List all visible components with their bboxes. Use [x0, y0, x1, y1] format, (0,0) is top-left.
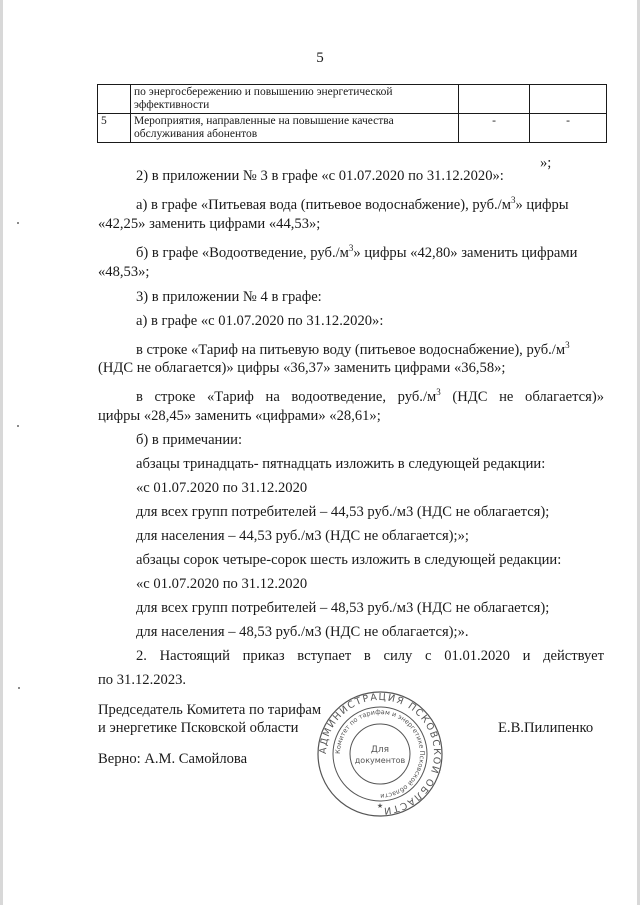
paragraph-line: «с 01.07.2020 по 31.12.2020 — [136, 480, 308, 496]
paragraph-line: б) в графе «Водоотведение, $руб./м^3$» цифры «42,80» заменить цифрами — [136, 243, 578, 261]
paragraph-line: абзацы сорок четыре-сорок шесть изложить в следующей редакции: — [136, 552, 562, 568]
paragraph-line: «42,25» заменить цифрами «44,53»; — [98, 216, 321, 232]
row-text-line: обслуживания абонентов — [134, 128, 258, 140]
row-value — [459, 85, 530, 114]
stamp-center-line: Для — [370, 745, 390, 755]
row-text-line: Мероприятия, направленные на повышение качества — [134, 115, 394, 127]
paragraph-line: цифры «28,45» заменить «цифрами» «28,61»; — [98, 408, 381, 424]
signatory-title: Председатель Комитета по тарифам — [98, 702, 322, 718]
row-text — [131, 85, 459, 114]
verified-by: Верно: А.М. Самойлова — [98, 751, 248, 767]
paragraph-line: в строке «Тариф на водоотведение, $руб./м^3$ (НДС не облагается)» — [136, 387, 604, 405]
stamp-inner-text: Комитет по тарифам и энергетике Псковской области — [333, 707, 427, 801]
scan-left-edge — [0, 0, 3, 905]
scan-speck — [17, 425, 19, 427]
row-number — [98, 85, 131, 114]
row-text-line: по энергосбережению и повышению энергетической — [134, 86, 393, 98]
paragraph-line: 2) в приложении № 3 в графе «с 01.07.2020 по 31.12.2020»: — [136, 168, 504, 184]
paragraph-line: 2. Настоящий приказ вступает в силу с 01.01.2020 и действует — [136, 648, 604, 664]
row-text — [131, 114, 459, 143]
paragraph-line: б) в примечании: — [136, 432, 243, 448]
row-value: - — [530, 114, 607, 143]
paragraph-line: по 31.12.2023. — [98, 672, 187, 688]
table-row — [98, 85, 607, 114]
signatory-title: и энергетике Псковской области — [98, 720, 299, 736]
paragraph-line: для населения – 44,53 руб./м3 (НДС не облагается);»; — [136, 528, 469, 544]
closing-quote: »; — [540, 155, 552, 171]
scan-speck — [17, 222, 19, 224]
paragraph-line: абзацы тринадцать- пятнадцать изложить в следующей редакции: — [136, 456, 546, 472]
page-number: 5 — [316, 50, 324, 66]
paragraph-line: а) в графе «с 01.07.2020 по 31.12.2020»: — [136, 313, 384, 329]
paragraph-line: 3) в приложении № 4 в графе: — [136, 289, 322, 305]
row-value — [530, 85, 607, 114]
measures-table — [97, 84, 607, 143]
stamp-outer-text: АДМИНИСТРАЦИЯ ПСКОВСКОЙ ОБЛАСТИ — [317, 691, 443, 817]
stamp-center-line: документов — [354, 756, 406, 765]
table-row — [98, 114, 607, 143]
official-stamp — [316, 690, 444, 818]
paragraph-line: для населения – 48,53 руб./м3 (НДС не облагается);». — [136, 624, 469, 640]
paragraph-line: (НДС не облагается)» цифры «36,37» заменить цифрами «36,58»; — [98, 360, 506, 376]
paragraph-line: а) в графе «Питьевая вода (питьевое водоснабжение), $руб./м^3$» цифры — [136, 195, 569, 213]
paragraph-line: «с 01.07.2020 по 31.12.2020 — [136, 576, 308, 592]
row-value: - — [459, 114, 530, 143]
paragraph-line: в строке «Тариф на питьевую воду (питьевое водоснабжение), $руб./м^3$ — [136, 340, 570, 358]
paragraph-line: для всех групп потребителей – 48,53 руб./м3 (НДС не облагается); — [136, 600, 550, 616]
row-text-line: эффективности — [134, 99, 210, 111]
paragraph-line: «48,53»; — [98, 264, 150, 280]
row-number: 5 — [98, 114, 131, 143]
paragraph-line: для всех групп потребителей – 44,53 руб./м3 (НДС не облагается); — [136, 504, 550, 520]
scan-speck — [18, 687, 20, 689]
signatory-name: Е.В.Пилипенко — [498, 720, 594, 736]
stamp-star-icon: ★ — [376, 802, 384, 810]
